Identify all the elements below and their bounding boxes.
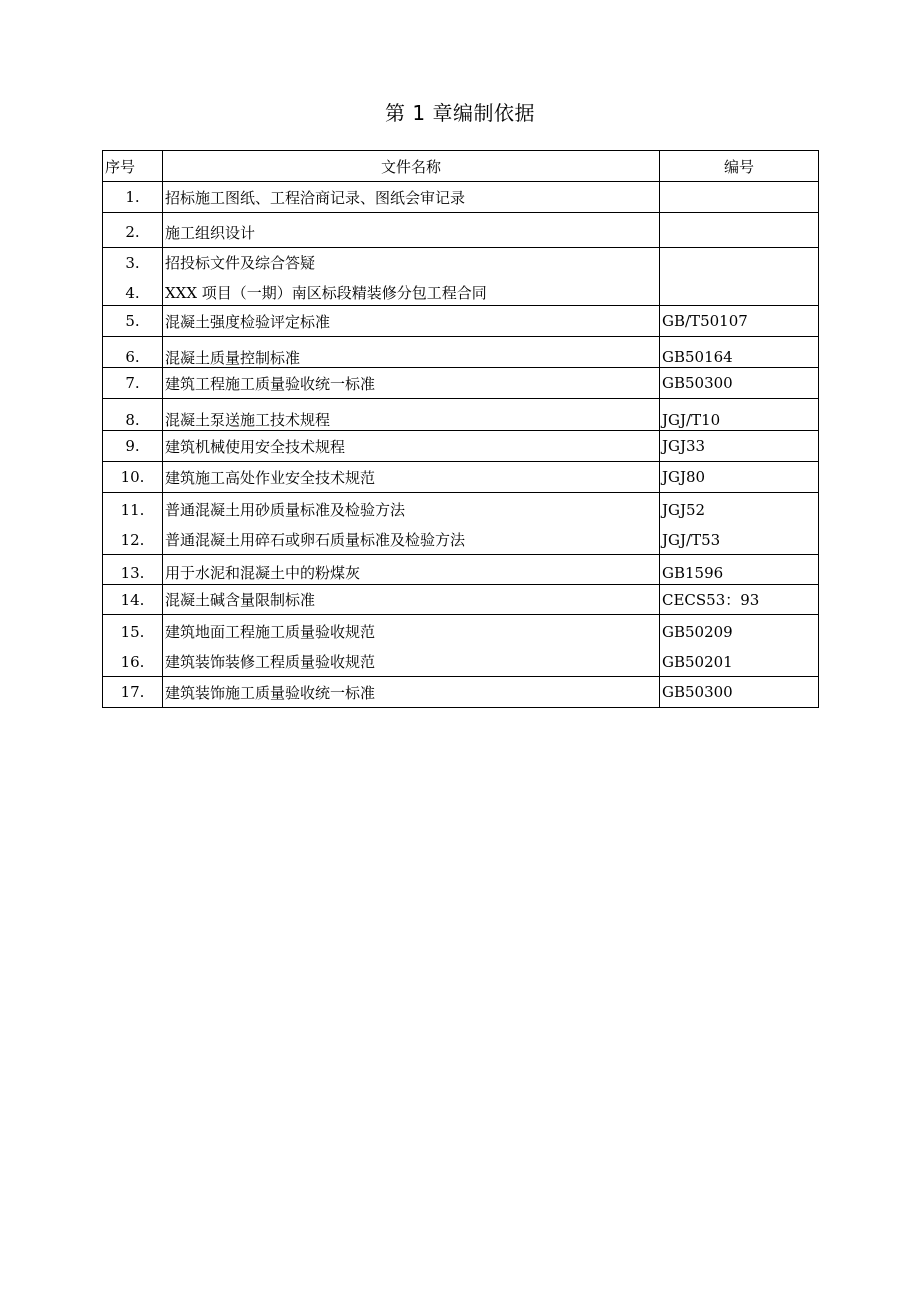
file-name-cell-text: 用于水泥和混凝土中的粉煤灰 [165, 564, 361, 582]
code-cell-text: JGJ33 [662, 437, 706, 455]
code-cell-text [662, 251, 816, 275]
code-cell-text: GB1596 [662, 563, 724, 582]
file-name-cell-text: 混凝土质量控制标准 [165, 348, 301, 367]
file-name-cell [163, 399, 660, 431]
table-row [103, 462, 819, 493]
file-name-cell [163, 306, 660, 337]
file-name-cell-text: 招标施工图纸、工程洽商记录、图纸会审记录 [165, 188, 466, 207]
serial-cell-text: 15. [120, 622, 145, 641]
serial-cell-text: 7. [125, 374, 140, 392]
file-name-cell [163, 431, 660, 462]
code-cell-text: JGJ52 [662, 500, 706, 519]
file-name-cell [163, 182, 660, 213]
file-name-cell-text: 混凝土泵送施工技术规程 [165, 411, 331, 429]
serial-cell-text: 9. [125, 437, 140, 455]
table-row [103, 555, 819, 585]
code-cell [660, 248, 819, 306]
code-cell-text: JGJ80 [662, 468, 706, 486]
file-name-cell-text: 建筑施工高处作业安全技术规范 [165, 468, 376, 487]
serial-cell-text: 13. [120, 563, 145, 582]
file-name-cell-text: 普通混凝土用砂质量标准及检验方法 [165, 500, 406, 519]
header-serial: 序号 [103, 151, 163, 182]
serial-cell-text: 6. [125, 348, 140, 366]
serial-cell [103, 337, 163, 368]
serial-cell [103, 213, 163, 248]
file-name-cell-text: 建筑装饰装修工程质量验收规范 [165, 652, 376, 671]
code-cell [660, 368, 819, 399]
serial-cell [103, 585, 163, 615]
code-cell-text: GB50209 [662, 622, 733, 641]
file-name-cell [163, 677, 660, 708]
file-name-cell-text: 招投标文件及综合答疑 [165, 253, 316, 272]
serial-cell-text: 14. [120, 590, 145, 609]
code-cell-text: GB50164 [662, 348, 733, 366]
table-row [103, 431, 819, 462]
serial-cell [103, 248, 163, 306]
code-cell-text [662, 281, 816, 305]
code-cell-text: CECS53：93 [662, 591, 760, 609]
code-cell [660, 462, 819, 493]
table-row [103, 306, 819, 337]
table-row [103, 337, 819, 368]
serial-cell [103, 493, 163, 555]
file-name-cell [163, 462, 660, 493]
code-cell-text: GB50300 [662, 683, 733, 701]
serial-cell [103, 182, 163, 213]
code-cell [660, 399, 819, 431]
file-name-cell-text: 建筑工程施工质量验收统一标准 [165, 374, 376, 393]
code-cell [660, 182, 819, 213]
file-name-cell-text: XXX 项目（一期）南区标段精装修分包工程合同 [165, 283, 487, 302]
code-cell-text: GB50201 [662, 652, 733, 671]
file-name-cell [163, 337, 660, 368]
file-name-cell-text: 普通混凝土用碎石或卵石质量标准及检验方法 [165, 530, 466, 549]
serial-cell [103, 677, 163, 708]
serial-cell-text: 8. [125, 410, 140, 429]
table-header-row [103, 151, 819, 182]
serial-cell-text: 12. [120, 530, 145, 549]
file-name-cell [163, 368, 660, 399]
code-cell [660, 493, 819, 555]
file-name-cell-text: 建筑机械使用安全技术规程 [165, 437, 346, 456]
file-name-cell-text: 混凝土碱含量限制标准 [165, 591, 316, 609]
table-row [103, 399, 819, 431]
serial-cell [103, 431, 163, 462]
code-cell [660, 555, 819, 585]
file-name-cell [163, 213, 660, 248]
serial-cell [103, 615, 163, 677]
serial-cell-text: 2. [125, 223, 140, 241]
file-name-cell-text: 施工组织设计 [165, 223, 256, 242]
page-title: 第 1 章编制依据 [385, 101, 535, 125]
serial-cell [103, 399, 163, 431]
header-file-name: 文件名称 [163, 151, 660, 182]
code-cell-text: JGJ/T10 [662, 410, 721, 429]
basis-table [102, 150, 819, 708]
table-row [103, 182, 819, 213]
serial-cell-text: 11. [120, 500, 145, 519]
serial-cell-text: 4. [125, 283, 140, 302]
serial-cell [103, 306, 163, 337]
file-name-cell [163, 615, 660, 677]
serial-cell-text: 17. [120, 683, 145, 701]
code-cell-text: JGJ/T53 [662, 530, 721, 549]
table-row [103, 368, 819, 399]
serial-cell-text: 3. [125, 253, 140, 272]
serial-cell-text: 5. [125, 312, 140, 330]
table-row [103, 585, 819, 615]
file-name-cell-text: 建筑地面工程施工质量验收规范 [165, 622, 376, 641]
file-name-cell [163, 493, 660, 555]
file-name-cell [163, 555, 660, 585]
serial-cell [103, 462, 163, 493]
serial-cell-text: 1. [125, 188, 140, 206]
code-cell-text: GB/T50107 [662, 312, 748, 330]
serial-cell-text: 16. [120, 652, 145, 671]
code-cell [660, 337, 819, 368]
file-name-cell [163, 248, 660, 306]
table-row [103, 615, 819, 677]
code-cell [660, 213, 819, 248]
table-row [103, 213, 819, 248]
code-cell [660, 585, 819, 615]
table-row [103, 493, 819, 555]
code-cell-text: GB50300 [662, 374, 733, 392]
header-code: 编号 [660, 151, 819, 182]
serial-cell [103, 368, 163, 399]
code-cell [660, 677, 819, 708]
file-name-cell [163, 585, 660, 615]
code-cell [660, 615, 819, 677]
file-name-cell-text: 建筑装饰施工质量验收统一标准 [165, 683, 376, 702]
serial-cell [103, 555, 163, 585]
code-cell [660, 306, 819, 337]
file-name-cell-text: 混凝土强度检验评定标准 [165, 312, 331, 331]
serial-cell-text: 10. [120, 468, 145, 486]
code-cell [660, 431, 819, 462]
table-body [103, 182, 819, 708]
table-row [103, 677, 819, 708]
table-row [103, 248, 819, 306]
